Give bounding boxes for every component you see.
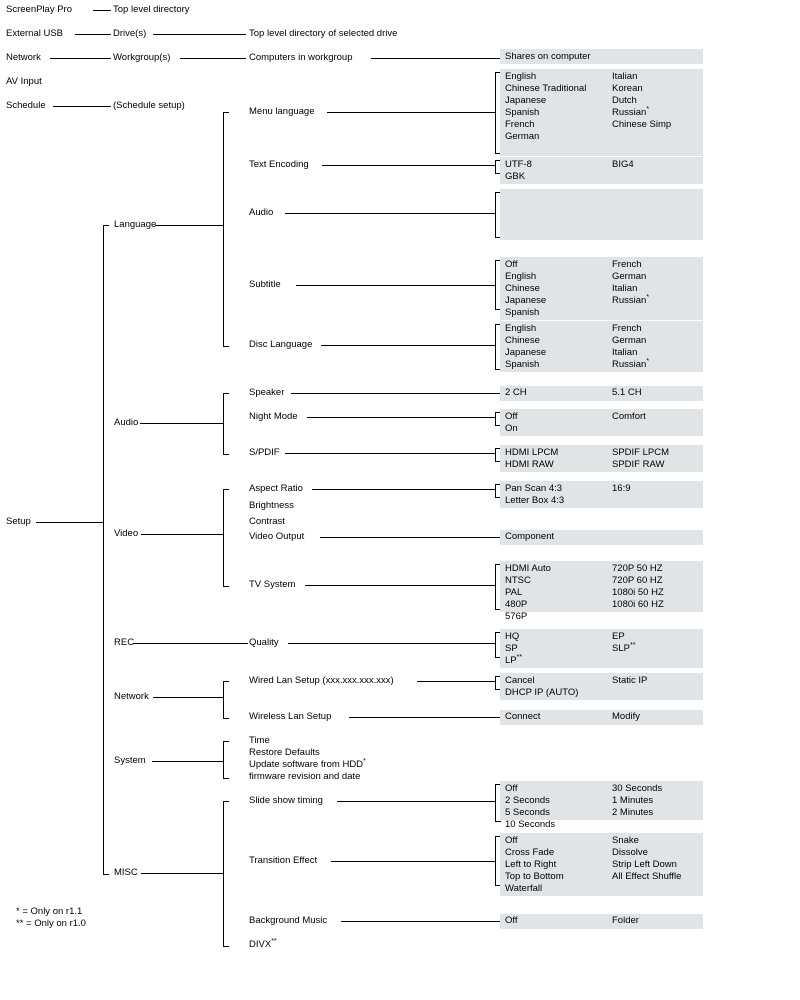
item-firmware-revision-and-date[interactable]: firmware revision and date — [249, 771, 361, 782]
values-menu-language-right[interactable]: Italian Korean Dutch Russian* Chinese Simp — [612, 71, 672, 130]
item-aspect-ratio[interactable]: Aspect Ratio — [249, 483, 303, 494]
node-top-level-directory-of-selected-drive: Top level directory of selected drive — [249, 28, 398, 39]
values-box-quality — [500, 629, 703, 668]
connector-line — [75, 34, 111, 35]
values-aspect-ratio-right[interactable]: 16:9 — [612, 483, 631, 494]
values-box-night-mode — [500, 409, 703, 436]
connector-line — [153, 697, 223, 698]
connector-line — [337, 801, 495, 802]
bracket-system-children — [223, 741, 229, 779]
values-box-speaker — [500, 386, 703, 401]
item-night-mode[interactable]: Night Mode — [249, 411, 298, 422]
connector-line — [180, 58, 246, 59]
item-text-encoding[interactable]: Text Encoding — [249, 159, 309, 170]
connector-line — [53, 106, 111, 107]
node-screenplay-pro[interactable]: ScreenPlay Pro — [6, 4, 73, 15]
connector-line — [305, 585, 495, 586]
connector-line — [133, 643, 248, 644]
bracket-misc-children — [223, 801, 229, 947]
bracket-language-children — [223, 112, 229, 347]
values-text-encoding-left[interactable]: UTF-8 GBK — [505, 159, 532, 182]
values-slide-show-timing-right[interactable]: 30 Seconds 1 Minutes 2 Minutes — [612, 783, 663, 818]
connector-line — [155, 225, 223, 226]
connector-line — [322, 165, 495, 166]
values-wireless-lan-right[interactable]: Modify — [612, 711, 640, 722]
item-menu-language[interactable]: Menu language — [249, 106, 315, 117]
item-wired-lan-setup[interactable]: Wired Lan Setup (xxx.xxx.xxx.xxx) — [249, 675, 394, 686]
values-video-output-left[interactable]: Component — [505, 531, 555, 542]
node-computers-in-workgroup[interactable]: Computers in workgroup — [249, 52, 353, 63]
values-wired-lan-left[interactable]: Cancel DHCP IP (AUTO) — [505, 675, 579, 698]
connector-line — [417, 681, 495, 682]
connector-line — [285, 213, 495, 214]
values-night-mode-left[interactable]: Off On — [505, 411, 518, 434]
connector-line-setup — [36, 522, 103, 523]
values-aspect-ratio-left[interactable]: Pan Scan 4:3 Letter Box 4:3 — [505, 483, 565, 506]
item-audio-language[interactable]: Audio — [249, 207, 274, 218]
values-spdif-right[interactable]: SPDIF LPCM SPDIF RAW — [612, 447, 670, 470]
category-audio[interactable]: Audio — [114, 417, 139, 428]
connector-line — [141, 873, 223, 874]
connector-line — [331, 861, 495, 862]
node-network-top[interactable]: Network — [6, 52, 41, 63]
values-tv-system-right[interactable]: 720P 50 HZ 720P 60 HZ 1080i 50 HZ 1080i 60 HZ — [612, 563, 664, 610]
values-box-background-music — [500, 914, 703, 929]
values-speaker-left[interactable]: 2 CH — [505, 387, 527, 398]
node-setup[interactable]: Setup — [6, 516, 31, 527]
connector-line — [93, 10, 111, 11]
item-contrast[interactable]: Contrast — [249, 516, 285, 527]
item-speaker[interactable]: Speaker — [249, 387, 285, 398]
values-wireless-lan-left[interactable]: Connect — [505, 711, 541, 722]
values-speaker-right[interactable]: 5.1 CH — [612, 387, 642, 398]
values-subtitle-left[interactable]: Off English Chinese Japanese Spanish — [505, 259, 547, 318]
item-spdif[interactable]: S/PDIF — [249, 447, 280, 458]
category-system[interactable]: System — [114, 755, 146, 766]
connector-line — [153, 34, 246, 35]
category-network[interactable]: Network — [114, 691, 149, 702]
values-transition-effect-right[interactable]: Snake Dissolve Strip Left Down All Effect Shuffle — [612, 835, 682, 882]
values-disc-language-left[interactable]: English Chinese Japanese Spanish — [505, 323, 547, 370]
item-wireless-lan-setup[interactable]: Wireless Lan Setup — [249, 711, 332, 722]
values-tv-system-left[interactable]: HDMI Auto NTSC PAL 480P 576P — [505, 563, 551, 622]
footnote-r11: * = Only on r1.1 — [16, 906, 83, 917]
values-menu-language-left[interactable]: English Chinese Traditional Japanese Spanish French German — [505, 71, 587, 142]
category-video[interactable]: Video — [114, 528, 139, 539]
category-misc[interactable]: MISC — [114, 867, 138, 878]
item-video-output[interactable]: Video Output — [249, 531, 305, 542]
category-language[interactable]: Language — [114, 219, 157, 230]
connector-line — [140, 423, 223, 424]
values-night-mode-right[interactable]: Comfort — [612, 411, 646, 422]
connector-line — [141, 534, 223, 535]
values-transition-effect-left[interactable]: Off Cross Fade Left to Right Top to Bottom Waterfall — [505, 835, 564, 894]
node-schedule[interactable]: Schedule — [6, 100, 46, 111]
connector-line — [349, 717, 500, 718]
footnote-r10: ** = Only on r1.0 — [16, 918, 86, 929]
connector-line — [50, 58, 111, 59]
bracket-network-children — [223, 681, 229, 719]
connector-line — [312, 489, 495, 490]
bracket-video-children — [223, 489, 229, 587]
values-wired-lan-right[interactable]: Static IP — [612, 675, 648, 686]
item-update-software-from-hdd[interactable]: Update software from HDD* — [249, 757, 366, 770]
node-av-input[interactable]: AV Input — [6, 76, 42, 87]
connector-line — [288, 643, 495, 644]
bracket-setup-children — [103, 225, 109, 875]
node-schedule-setup: (Schedule setup) — [113, 100, 185, 111]
item-restore-defaults[interactable]: Restore Defaults — [249, 747, 320, 758]
values-spdif-left[interactable]: HDMI LPCM HDMI RAW — [505, 447, 559, 470]
values-disc-language-right[interactable]: French German Italian Russian* — [612, 323, 650, 370]
item-tv-system[interactable]: TV System — [249, 579, 296, 590]
values-background-music-left[interactable]: Off — [505, 915, 518, 926]
item-time[interactable]: Time — [249, 735, 270, 746]
item-transition-effect[interactable]: Transition Effect — [249, 855, 318, 866]
item-brightness[interactable]: Brightness — [249, 500, 294, 511]
values-box-audio-language — [500, 189, 703, 240]
node-top-level-directory: Top level directory — [113, 4, 190, 15]
bracket-audio-children — [223, 393, 229, 455]
item-subtitle[interactable]: Subtitle — [249, 279, 281, 290]
connector-line — [291, 393, 500, 394]
node-external-usb[interactable]: External USB — [6, 28, 64, 39]
node-drives[interactable]: Drive(s) — [113, 28, 147, 39]
connector-line — [320, 537, 500, 538]
connector-line — [327, 112, 495, 113]
values-subtitle-right[interactable]: French German Italian Russian* — [612, 259, 650, 306]
connector-line — [285, 453, 495, 454]
item-background-music[interactable]: Background Music — [249, 915, 328, 926]
value-shares-on-computer[interactable]: Shares on computer — [505, 51, 591, 62]
item-quality[interactable]: Quality — [249, 637, 279, 648]
category-rec[interactable]: REC — [114, 637, 135, 648]
connector-line — [152, 761, 223, 762]
values-slide-show-timing-left[interactable]: Off 2 Seconds 5 Seconds 10 Seconds — [505, 783, 556, 830]
item-disc-language[interactable]: Disc Language — [249, 339, 313, 350]
item-divx[interactable]: DIVX** — [249, 937, 277, 950]
values-background-music-right[interactable]: Folder — [612, 915, 639, 926]
connector-line — [307, 417, 495, 418]
connector-line — [371, 58, 501, 59]
connector-line — [321, 345, 495, 346]
values-quality-right[interactable]: EP SLP** — [612, 631, 636, 654]
item-slide-show-timing[interactable]: Slide show timing — [249, 795, 323, 806]
node-workgroups[interactable]: Workgroup(s) — [113, 52, 171, 63]
values-text-encoding-right[interactable]: BIG4 — [612, 159, 634, 170]
connector-line — [341, 921, 500, 922]
values-quality-left[interactable]: HQ SP LP** — [505, 631, 523, 666]
connector-line — [296, 285, 495, 286]
